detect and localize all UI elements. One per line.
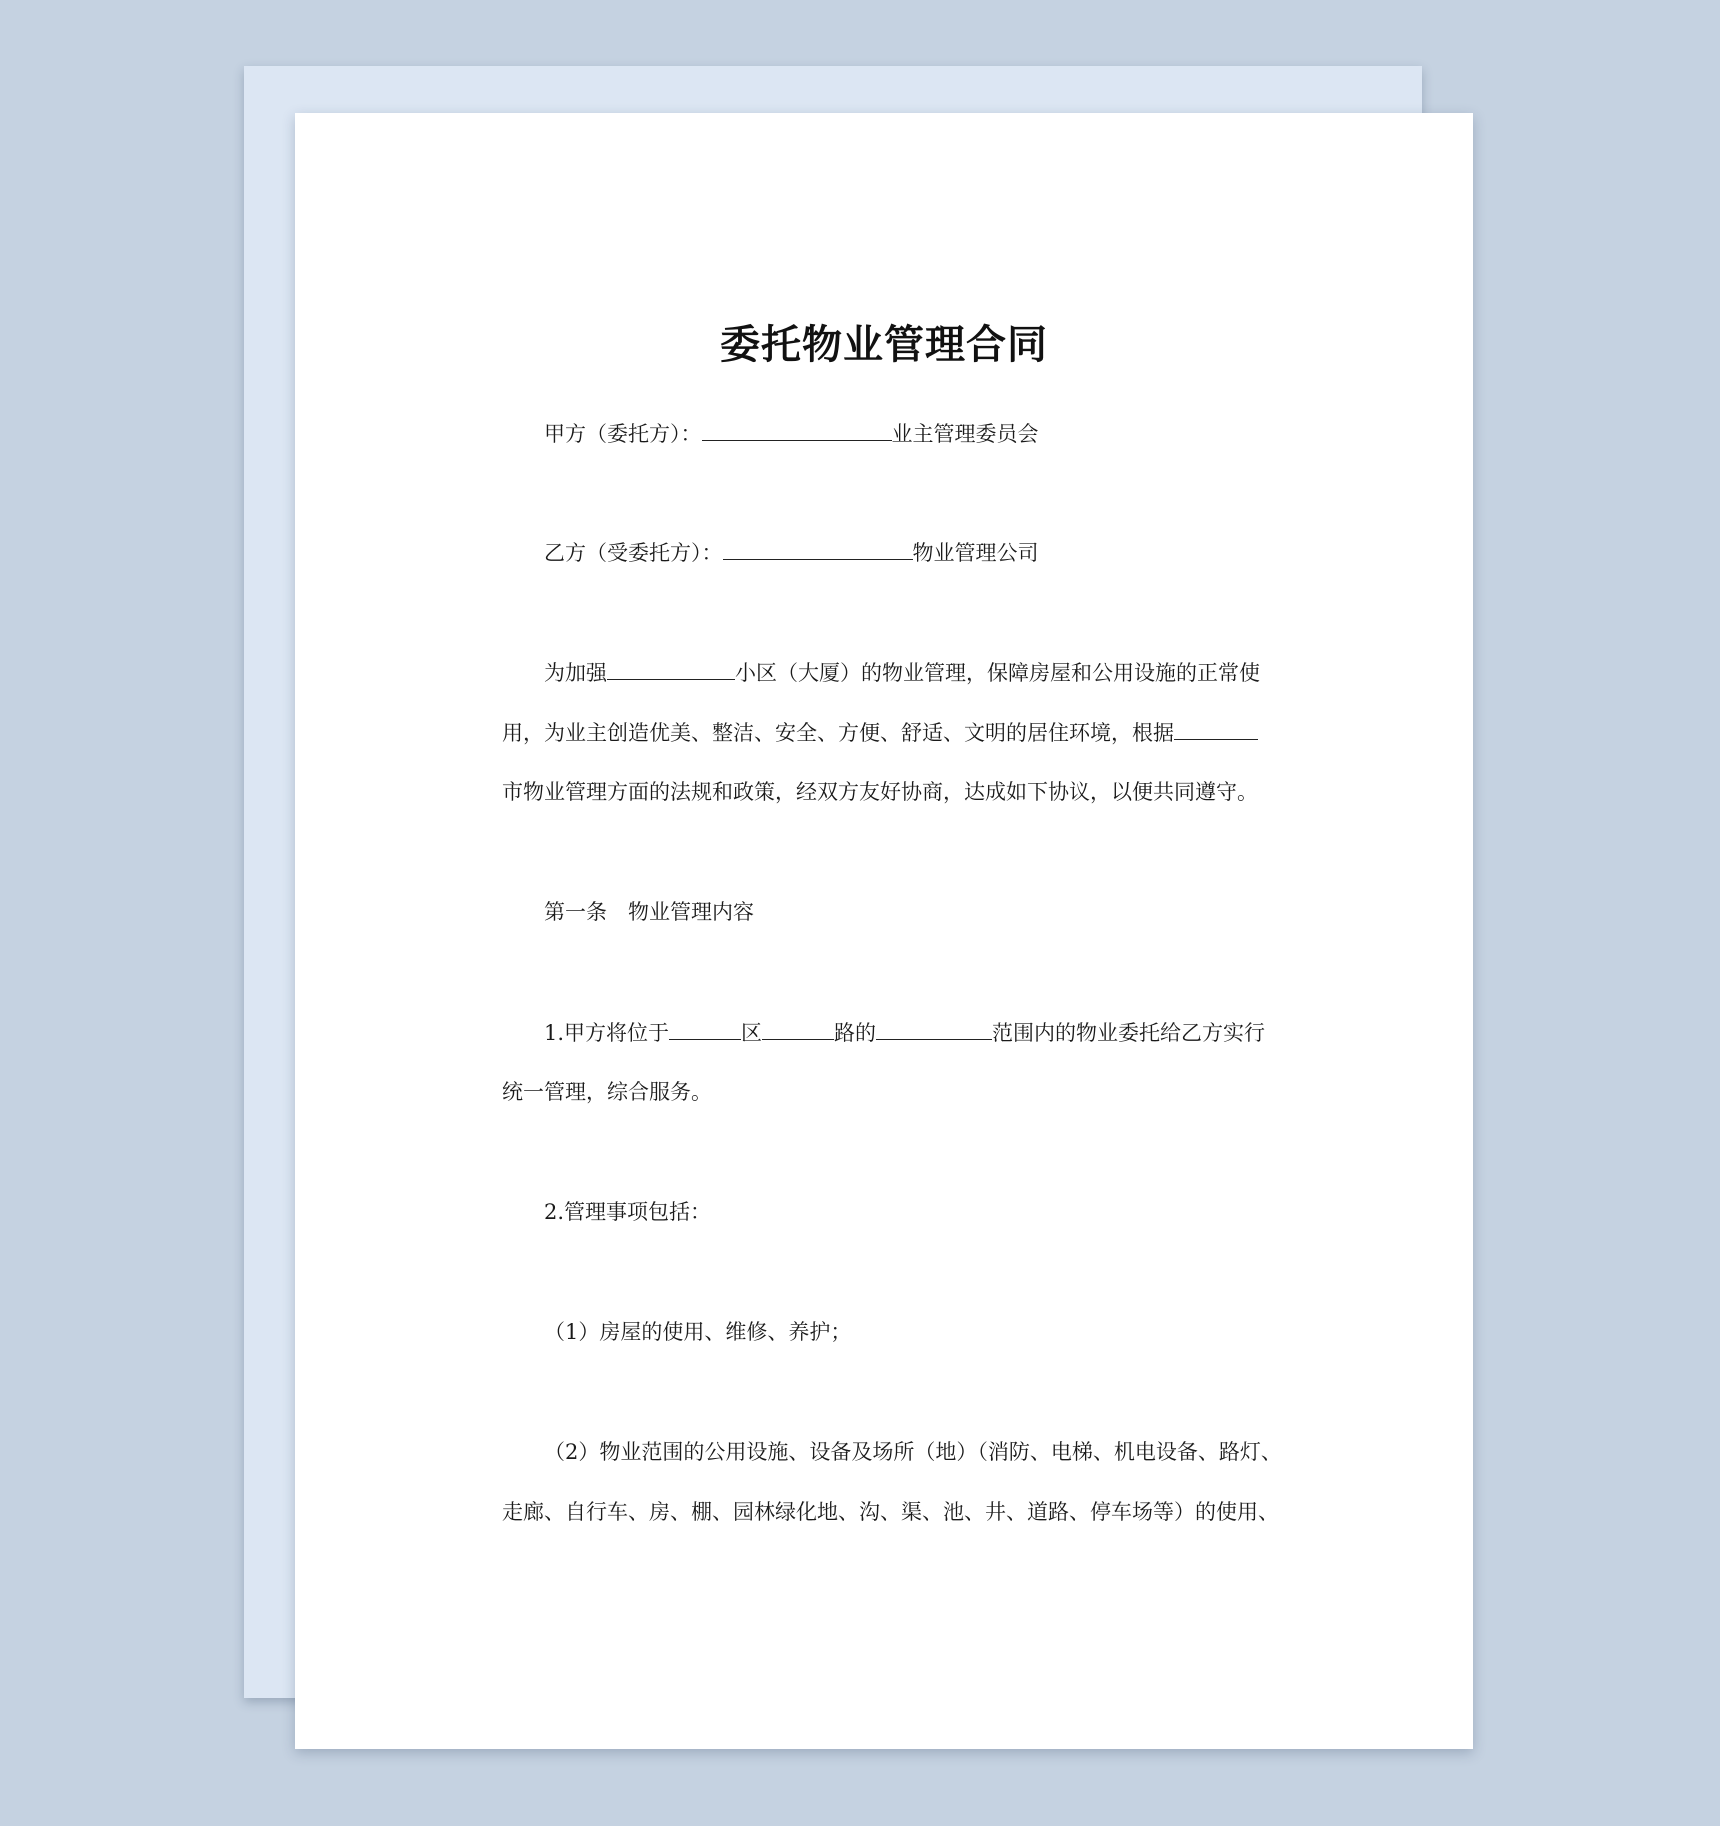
district-blank [669,1017,741,1040]
preamble-start: 为加强 [544,661,607,685]
preamble-line-1 [544,657,1260,688]
preamble-line1-end: 小区（大厦）的物业管理，保障房屋和公用设施的正常使 [735,661,1260,685]
article-1-item-1-line-2: 统一管理，综合服务。 [502,1080,712,1104]
document-page [295,113,1473,1749]
preamble-line-3: 市物业管理方面的法规和政策，经双方友好协商，达成如下协议，以便共同遵守。 [502,780,1258,804]
party-b-blank [723,537,913,560]
item1-part3: 路的 [834,1021,877,1045]
city-blank [1174,717,1258,740]
preamble-line2-text: 用，为业主创造优美、整洁、安全、方便、舒适、文明的居住环境，根据 [502,721,1174,745]
party-a-label: 甲方（委托方）： [544,422,702,446]
property-range-blank [876,1017,992,1040]
item1-part1: 1.甲方将位于 [544,1021,670,1045]
party-a-blank [702,418,892,441]
party-a-suffix: 业主管理委员会 [891,422,1039,446]
sub-item-2-line-1: （2）物业范围的公用设施、设备及场所（地）（消防、电梯、机电设备、路灯、 [544,1440,1282,1464]
article-1-item-1 [544,1017,1265,1048]
party-b-suffix: 物业管理公司 [912,541,1039,565]
article-1-item-2: 2.管理事项包括： [544,1200,712,1224]
road-blank [762,1017,834,1040]
party-b-label: 乙方（受委托方）： [544,541,723,565]
party-a-line [544,418,1039,449]
item1-part4: 范围内的物业委托给乙方实行 [992,1021,1266,1045]
item1-part2: 区 [741,1021,763,1045]
article-1-heading: 第一条 物业管理内容 [544,900,754,924]
document-title: 委托物业管理合同 [720,322,1048,368]
sub-item-1: （1）房屋的使用、维修、养护； [544,1320,852,1344]
community-name-blank [607,657,735,680]
sub-item-2-line-2: 走廊、自行车、房、棚、园林绿化地、沟、渠、池、井、道路、停车场等）的使用、 [502,1500,1279,1524]
party-b-line [544,537,1039,568]
preamble-line-2 [502,717,1258,748]
